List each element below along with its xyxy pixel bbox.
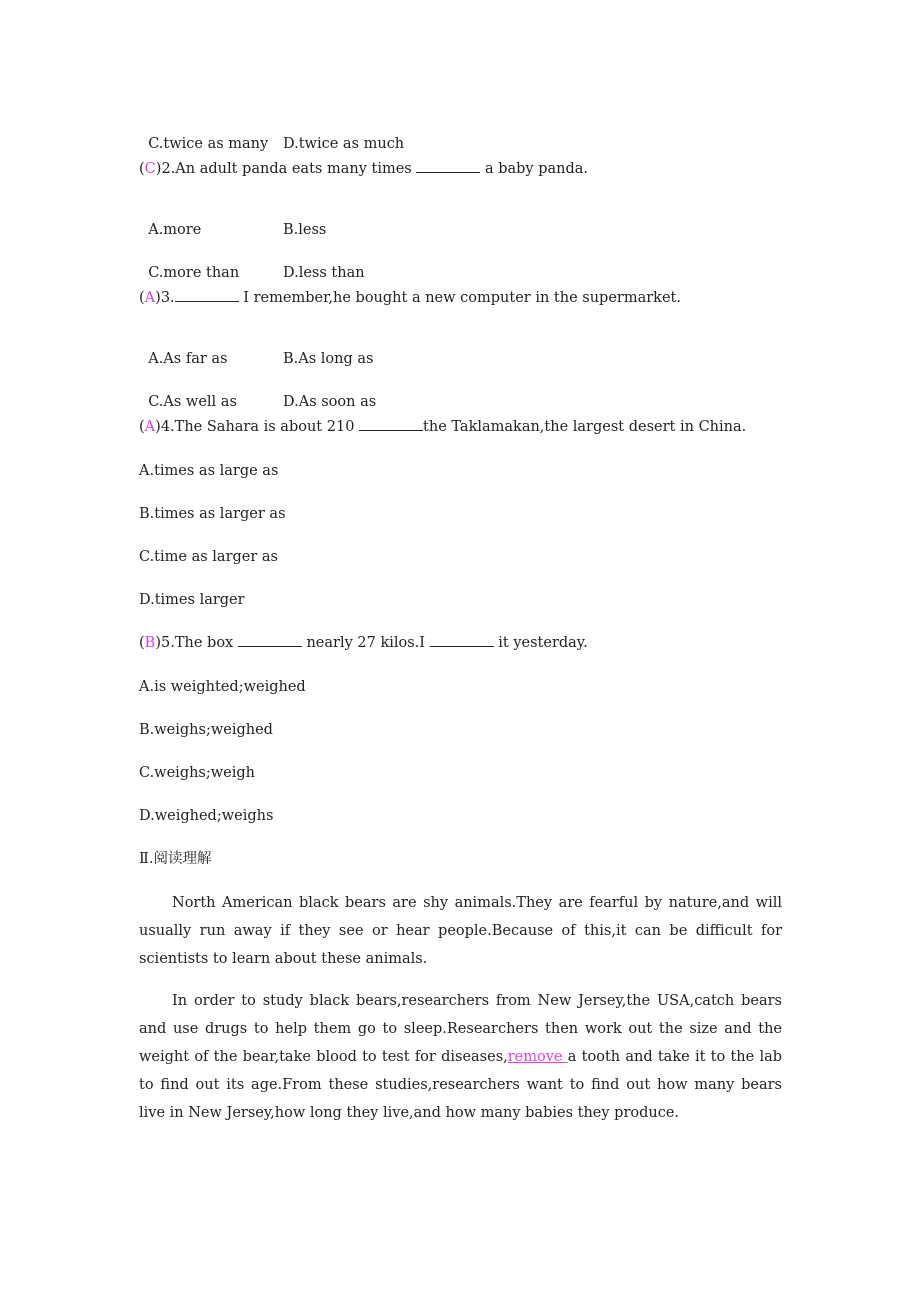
- q5-option-c: C.weighs;weigh: [139, 765, 256, 781]
- passage-p2-before: In order to study black bears,researchers from New Jersey,the USA,catch bears and use drugs to help them go to sleep.Researchers then work out the size and the weight of the bear,take blood to test for diseases,: [139, 993, 782, 1065]
- q4-text-before: The Sahara is about 210: [174, 419, 355, 435]
- q5-option-d: D.weighed;weighs: [139, 808, 274, 824]
- q4-stem: (A)4.The Sahara is about 210 the Taklamakan,the largest desert in China.: [139, 419, 747, 435]
- q1-option-d: D.twice as much: [283, 136, 405, 152]
- q2-text-before: An adult panda eats many times: [175, 161, 412, 177]
- q2-text-after: a baby panda.: [484, 161, 589, 177]
- passage-paragraph-2: [139, 987, 782, 1127]
- q5-blank-1: [238, 634, 302, 647]
- q3-option-d: D.As soon as: [283, 394, 377, 410]
- q3-stem: (A)3. I remember,he bought a new computer in the supermarket.: [139, 290, 681, 306]
- q1-option-c: C.twice as many: [148, 136, 269, 152]
- q3-number: 3.: [160, 290, 175, 306]
- q3-options-cd: [139, 375, 377, 411]
- q5-number: 5.: [161, 635, 175, 651]
- q4-option-d: D.times larger: [139, 592, 245, 608]
- q3-options-ab: [139, 332, 374, 368]
- q2-stem: (C)2.An adult panda eats many times a baby panda.: [139, 161, 589, 177]
- q5-stem: (B)5.The box nearly 27 kilos.I it yesterday.: [139, 635, 588, 651]
- q3-option-c: C.As well as: [148, 394, 237, 410]
- q5-text-middle: nearly 27 kilos.I: [306, 635, 426, 651]
- q4-number: 4.: [160, 419, 175, 435]
- q2-blank: [416, 160, 480, 173]
- q5-blank-2: [430, 634, 494, 647]
- q2-options-cd: [139, 246, 365, 282]
- q3-answer: A: [144, 290, 156, 306]
- q5-answer: B: [144, 635, 156, 651]
- q2-option-c: C.more than: [148, 265, 240, 281]
- q4-option-b: B.times as larger as: [139, 506, 286, 522]
- q3-option-b: B.As long as: [283, 351, 374, 367]
- q1-options-cd: [139, 117, 405, 153]
- q3-option-a: A.As far as: [148, 351, 228, 367]
- q2-option-b: B.less: [283, 222, 327, 238]
- q4-answer: A: [144, 419, 156, 435]
- q2-option-d: D.less than: [283, 265, 365, 281]
- q2-answer: C: [144, 161, 156, 177]
- q5-option-b: B.weighs;weighed: [139, 722, 273, 738]
- section-heading: Ⅱ.阅读理解: [139, 851, 212, 867]
- q3-blank: [175, 289, 239, 302]
- q4-option-c: C.time as larger as: [139, 549, 278, 565]
- q2-option-a: A.more: [148, 222, 202, 238]
- q4-text-after: the Taklamakan,the largest desert in China.: [423, 419, 747, 435]
- q3-text-after: I remember,he bought a new computer in the supermarket.: [243, 290, 681, 306]
- q5-text-before: The box: [174, 635, 234, 651]
- q2-options-ab: [139, 203, 327, 239]
- q4-blank: [359, 418, 423, 431]
- q5-text-after: it yesterday.: [498, 635, 588, 651]
- q2-number: 2.: [161, 161, 176, 177]
- passage-paragraph-1: North American black bears are shy animals.They are fearful by nature,and will usually run away if they see or hear people.Because of this,it can be difficult for scientists to learn about these animals.: [139, 895, 782, 967]
- passage-highlighted-word: remove: [507, 1049, 568, 1065]
- passage-p2-after: a tooth and take it to the lab to find out its age.From these studies,researchers want to find out how many bears live in New Jersey,how long they live,and how many babies they produce.: [139, 1049, 783, 1121]
- q5-option-a: A.is weighted;weighed: [139, 679, 306, 695]
- q4-option-a: A.times as large as: [139, 463, 279, 479]
